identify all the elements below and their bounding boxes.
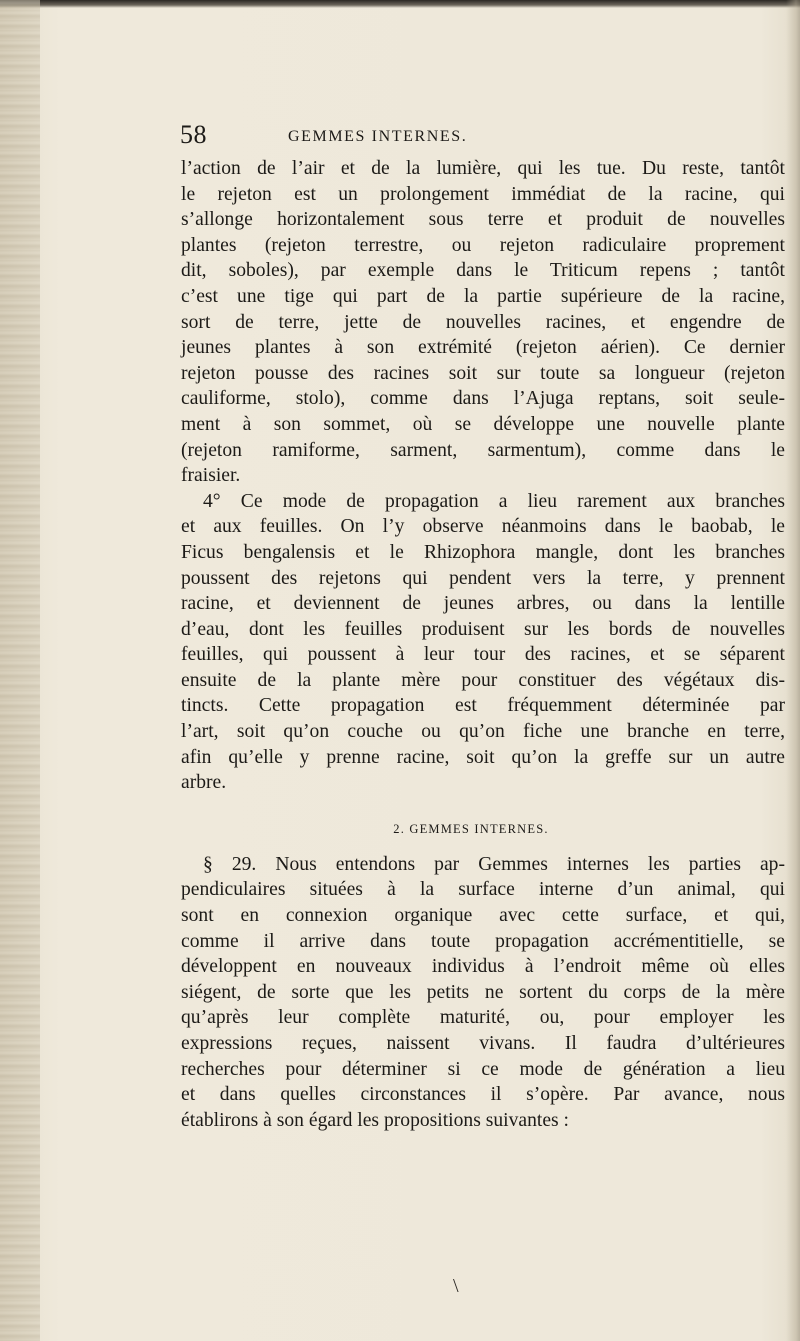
text-line: d’eau, dont les feuilles produisent sur les bords de nouvelles bbox=[181, 618, 785, 640]
text-line: (rejeton ramiforme, sarment, sarmentum), comme dans le bbox=[181, 439, 785, 461]
section-spacer bbox=[181, 842, 785, 852]
text-line: c’est une tige qui part de la partie supérieure de la racine, bbox=[181, 285, 785, 307]
text-line: développent en nouveaux individus à l’endroit même où elles bbox=[181, 956, 785, 978]
text-line: 4° Ce mode de propagation a lieu rarement aux branches bbox=[203, 490, 785, 512]
paragraph-3 bbox=[181, 852, 785, 1134]
text-line: fraisier. bbox=[181, 465, 241, 487]
page-top-edge bbox=[0, 0, 800, 8]
text-line: sont en connexion organique avec cette surface, et qui, bbox=[181, 905, 785, 927]
text-line: recherches pour déterminer si ce mode de génération a lieu bbox=[181, 1058, 785, 1080]
paragraph-1 bbox=[181, 156, 785, 489]
text-line: feuilles, qui poussent à leur tour des racines, et se séparent bbox=[181, 644, 785, 666]
text-line: l’action de l’air et de la lumière, qui les tue. Du reste, tantôt bbox=[181, 158, 785, 179]
text-line: et aux feuilles. On l’y observe néanmoins dans le baobab, le bbox=[181, 516, 785, 538]
text-line: racine, et deviennent de jeunes arbres, ou dans la lentille bbox=[181, 593, 785, 615]
text-line: pendiculaires situées à la surface interne d’un animal, qui bbox=[181, 879, 785, 901]
text-line: le rejeton est un prolongement immédiat de la racine, qui bbox=[181, 183, 785, 205]
text-line: jeunes plantes à son extrémité (rejeton aérien). Ce dernier bbox=[181, 337, 785, 359]
text-line: Ficus bengalensis et le Rhizophora mangle, dont les branches bbox=[181, 541, 785, 563]
text-line: siégent, de sorte que les petits ne sortent du corps de la mère bbox=[181, 981, 785, 1003]
footer-mark: \ bbox=[453, 1275, 459, 1297]
text-line: ment à son sommet, où se développe une nouvelle plante bbox=[181, 413, 785, 435]
text-line: sort de terre, jette de nouvelles racines, et engendre de bbox=[181, 311, 785, 333]
text-line: arbre. bbox=[181, 772, 227, 794]
text-line: ensuite de la plante mère pour constituer des végétaux dis- bbox=[181, 669, 785, 691]
section-heading: 2. GEMMES INTERNES. bbox=[393, 821, 549, 836]
body-text bbox=[181, 156, 785, 1133]
running-head bbox=[180, 120, 780, 152]
text-line: et dans quelles circonstances il s’opère. Par avance, nous bbox=[181, 1084, 785, 1106]
running-title: GEMMES INTERNES. bbox=[288, 128, 468, 145]
text-line: plantes (rejeton terrestre, ou rejeton radiculaire proprement bbox=[181, 234, 785, 256]
text-line: poussent des rejetons qui pendent vers la terre, y prennent bbox=[181, 567, 785, 589]
page-right-edge bbox=[786, 0, 800, 1341]
text-line: qu’après leur complète maturité, ou, pour employer les bbox=[181, 1007, 785, 1029]
book-binding-edge bbox=[0, 0, 40, 1341]
text-line: expressions reçues, naissent vivans. Il faudra d’ultérieures bbox=[181, 1033, 785, 1054]
section-spacer bbox=[181, 796, 785, 816]
text-line: dit, soboles), par exemple dans le Triticum repens ; tantôt bbox=[181, 260, 785, 282]
paragraph-2 bbox=[181, 489, 785, 796]
text-line: rejeton pousse des racines soit sur toute sa longueur (rejeton bbox=[181, 362, 785, 384]
page-number: 58 bbox=[180, 120, 207, 149]
text-line: s’allonge horizontalement sous terre et produit de nouvelles bbox=[181, 209, 785, 231]
text-line: afin qu’elle y prenne racine, soit qu’on la greffe sur un autre bbox=[181, 746, 785, 768]
text-line: comme il arrive dans toute propagation accrémentitielle, se bbox=[181, 930, 785, 952]
text-line: établirons à son égard les propositions suivantes : bbox=[181, 1109, 570, 1131]
text-line: tincts. Cette propagation est fréquemment déterminée par bbox=[181, 695, 785, 717]
text-line: § 29. Nous entendons par Gemmes internes les parties ap- bbox=[203, 853, 785, 875]
text-line: l’art, soit qu’on couche ou qu’on fiche une branche en terre, bbox=[181, 721, 785, 743]
text-line: cauliforme, stolo), comme dans l’Ajuga reptans, soit seule- bbox=[181, 388, 785, 410]
